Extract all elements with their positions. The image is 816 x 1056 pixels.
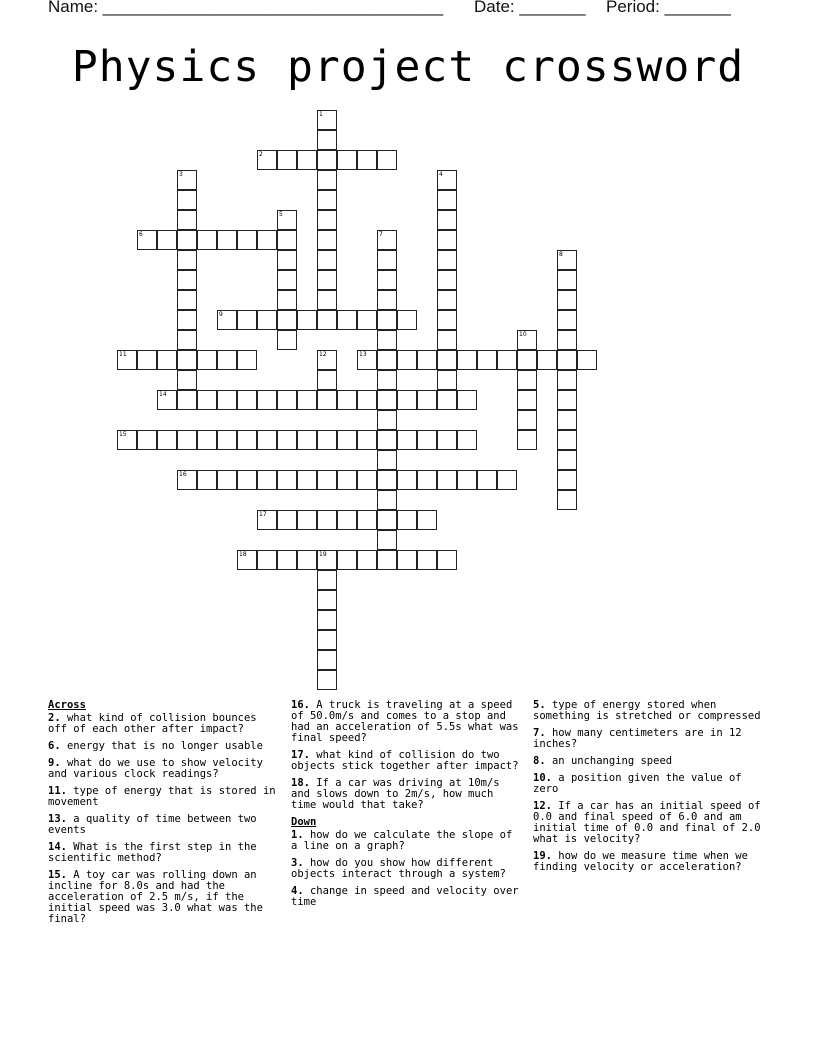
grid-cell[interactable] [337, 430, 357, 450]
grid-cell[interactable] [377, 470, 397, 490]
grid-cell[interactable] [317, 590, 337, 610]
grid-cell[interactable] [557, 490, 577, 510]
clue-across-14: 14. What is the first step in the scientific method? [48, 841, 257, 864]
grid-cell[interactable] [357, 470, 377, 490]
grid-cell[interactable] [557, 450, 577, 470]
grid-cell[interactable] [317, 610, 337, 630]
grid-cell[interactable] [437, 190, 457, 210]
grid-cell[interactable] [217, 390, 237, 410]
clue-number: 8 [559, 251, 563, 258]
grid-cell[interactable] [257, 230, 277, 250]
clue-number: 14 [159, 391, 167, 398]
grid-cell[interactable] [437, 290, 457, 310]
clue-number: 15 [119, 431, 127, 438]
grid-cell[interactable] [457, 390, 477, 410]
grid-cell[interactable] [117, 430, 137, 450]
grid-cell[interactable] [277, 390, 297, 410]
clue-across-18: 18. If a car was driving at 10m/s and slows down to 2m/s, how much time would that take? [291, 777, 500, 811]
clue-number: 12 [319, 351, 327, 358]
grid-cell[interactable] [177, 370, 197, 390]
grid-cell[interactable] [317, 650, 337, 670]
clue-number: 1 [319, 111, 323, 118]
grid-cell[interactable] [317, 510, 337, 530]
grid-cell[interactable] [317, 230, 337, 250]
grid-cell[interactable] [277, 310, 297, 330]
grid-cell[interactable] [237, 430, 257, 450]
grid-cell[interactable] [197, 230, 217, 250]
grid-cell[interactable] [217, 430, 237, 450]
clue-number: 18 [239, 551, 247, 558]
clue-number: 19 [319, 551, 327, 558]
grid-cell[interactable] [377, 330, 397, 350]
grid-cell[interactable] [317, 430, 337, 450]
grid-cell[interactable] [557, 470, 577, 490]
grid-cell[interactable] [517, 390, 537, 410]
grid-cell[interactable] [317, 110, 337, 130]
grid-cell[interactable] [377, 230, 397, 250]
grid-cell[interactable] [257, 510, 277, 530]
clue-number: 17 [259, 511, 267, 518]
grid-cell[interactable] [157, 430, 177, 450]
grid-cell[interactable] [557, 350, 577, 370]
grid-cell[interactable] [237, 350, 257, 370]
grid-cell[interactable] [237, 550, 257, 570]
grid-cell[interactable] [417, 430, 437, 450]
clue-down-4: 4. change in speed and velocity over time [291, 885, 519, 908]
grid-cell[interactable] [377, 350, 397, 370]
clue-down-5: 5. type of energy stored when something is stretched or compressed [533, 699, 761, 722]
grid-cell[interactable] [577, 350, 597, 370]
clue-across-11: 11. type of energy that is stored in movement [48, 785, 276, 808]
grid-cell[interactable] [257, 550, 277, 570]
grid-cell[interactable] [137, 430, 157, 450]
grid-cell[interactable] [557, 330, 577, 350]
grid-cell[interactable] [377, 450, 397, 470]
grid-cell[interactable] [377, 510, 397, 530]
grid-cell[interactable] [437, 550, 457, 570]
grid-cell[interactable] [317, 550, 337, 570]
grid-cell[interactable] [337, 470, 357, 490]
grid-cell[interactable] [197, 390, 217, 410]
grid-cell[interactable] [217, 470, 237, 490]
clue-number: 11 [119, 351, 127, 358]
grid-cell[interactable] [457, 350, 477, 370]
grid-cell[interactable] [557, 410, 577, 430]
clue-down-7: 7. how many centimeters are in 12 inches? [533, 727, 742, 750]
grid-cell[interactable] [197, 350, 217, 370]
grid-cell[interactable] [437, 390, 457, 410]
grid-cell[interactable] [337, 390, 357, 410]
clue-number: 9 [219, 311, 223, 318]
grid-cell[interactable] [317, 130, 337, 150]
grid-cell[interactable] [177, 390, 197, 410]
grid-cell[interactable] [437, 430, 457, 450]
grid-cell[interactable] [397, 510, 417, 530]
grid-cell[interactable] [317, 570, 337, 590]
grid-cell[interactable] [357, 510, 377, 530]
grid-cell[interactable] [397, 550, 417, 570]
clues-column-1 [48, 700, 280, 931]
grid-cell[interactable] [137, 230, 157, 250]
grid-cell[interactable] [377, 250, 397, 270]
grid-cell[interactable] [217, 350, 237, 370]
grid-cell[interactable] [157, 230, 177, 250]
grid-cell[interactable] [177, 170, 197, 190]
grid-cell[interactable] [517, 350, 537, 370]
grid-cell[interactable] [317, 370, 337, 390]
grid-cell[interactable] [257, 310, 277, 330]
grid-cell[interactable] [437, 230, 457, 250]
grid-cell[interactable] [437, 270, 457, 290]
grid-cell[interactable] [397, 310, 417, 330]
clue-number: 6 [139, 231, 143, 238]
grid-cell[interactable] [237, 390, 257, 410]
grid-cell[interactable] [257, 430, 277, 450]
grid-cell[interactable] [437, 470, 457, 490]
clues-column-3 [533, 700, 765, 879]
grid-cell[interactable] [457, 430, 477, 450]
clue-number: 7 [379, 231, 383, 238]
grid-cell[interactable] [517, 430, 537, 450]
grid-cell[interactable] [377, 270, 397, 290]
grid-cell[interactable] [377, 490, 397, 510]
clue-across-6: 6. energy that is no longer usable [48, 740, 263, 752]
clue-number: 13 [359, 351, 367, 358]
grid-cell[interactable] [317, 390, 337, 410]
grid-cell[interactable] [437, 350, 457, 370]
grid-cell[interactable] [477, 470, 497, 490]
grid-cell[interactable] [557, 290, 577, 310]
clue-across-16: 16. A truck is traveling at a speed of 50.0m/s and comes to a stop and had an acceleration of 5.5s what was final speed? [291, 699, 519, 744]
grid-cell[interactable] [337, 310, 357, 330]
grid-cell[interactable] [497, 350, 517, 370]
grid-cell[interactable] [437, 210, 457, 230]
grid-cell[interactable] [417, 390, 437, 410]
grid-cell[interactable] [317, 670, 337, 690]
grid-cell[interactable] [357, 150, 377, 170]
grid-cell[interactable] [397, 430, 417, 450]
grid-cell[interactable] [437, 330, 457, 350]
grid-cell[interactable] [257, 390, 277, 410]
grid-cell[interactable] [277, 470, 297, 490]
grid-cell[interactable] [397, 350, 417, 370]
grid-cell[interactable] [417, 550, 437, 570]
grid-cell[interactable] [457, 470, 477, 490]
grid-cell[interactable] [357, 350, 377, 370]
clue-number: 3 [179, 171, 183, 178]
clue-down-19: 19. how do we measure time when we finding velocity or acceleration? [533, 850, 748, 873]
grid-cell[interactable] [557, 430, 577, 450]
grid-cell[interactable] [317, 630, 337, 650]
grid-cell[interactable] [357, 310, 377, 330]
grid-cell[interactable] [557, 270, 577, 290]
grid-cell[interactable] [417, 470, 437, 490]
grid-cell[interactable] [277, 510, 297, 530]
period-label: Period: _______ [606, 0, 731, 16]
grid-cell[interactable] [377, 530, 397, 550]
grid-cell[interactable] [217, 310, 237, 330]
grid-cell[interactable] [317, 270, 337, 290]
grid-cell[interactable] [237, 470, 257, 490]
grid-cell[interactable] [297, 470, 317, 490]
grid-cell[interactable] [177, 190, 197, 210]
grid-cell[interactable] [217, 230, 237, 250]
grid-cell[interactable] [537, 350, 557, 370]
grid-cell[interactable] [297, 510, 317, 530]
grid-cell[interactable] [517, 330, 537, 350]
clue-down-12: 12. If a car has an initial speed of 0.0 and final speed of 6.0 and am initial time of 0.0 and final of 2.0 what is velocity? [533, 800, 761, 845]
grid-cell[interactable] [237, 310, 257, 330]
date-label: Date: _______ [474, 0, 586, 16]
grid-cell[interactable] [377, 410, 397, 430]
grid-cell[interactable] [437, 370, 457, 390]
grid-cell[interactable] [517, 410, 537, 430]
grid-cell[interactable] [297, 430, 317, 450]
down-heading: Down [291, 816, 317, 828]
grid-cell[interactable] [557, 390, 577, 410]
grid-cell[interactable] [517, 370, 537, 390]
clue-across-15: 15. A toy car was rolling down an incline for 8.0s and had the acceleration of 2.5 m/s, if the initial speed was 3.0 what was the final? [48, 869, 263, 925]
grid-cell[interactable] [277, 230, 297, 250]
grid-cell[interactable] [437, 310, 457, 330]
clue-number: 5 [279, 211, 283, 218]
page-title: Physics project crossword [71, 42, 745, 92]
grid-cell[interactable] [557, 310, 577, 330]
grid-cell[interactable] [377, 550, 397, 570]
grid-cell[interactable] [137, 350, 157, 370]
clue-down-1: 1. how do we calculate the slope of a line on a graph? [291, 829, 513, 852]
clue-number: 4 [439, 171, 443, 178]
grid-cell[interactable] [357, 430, 377, 450]
grid-cell[interactable] [417, 350, 437, 370]
clue-across-2: 2. what kind of collision bounces off of each other after impact? [48, 712, 257, 735]
clue-number: 10 [519, 331, 527, 338]
clue-down-8: 8. an unchanging speed [533, 755, 673, 767]
grid-cell[interactable] [257, 150, 277, 170]
grid-cell[interactable] [157, 350, 177, 370]
grid-cell[interactable] [277, 150, 297, 170]
across-heading: Across [48, 699, 86, 711]
grid-cell[interactable] [317, 310, 337, 330]
grid-cell[interactable] [297, 390, 317, 410]
grid-cell[interactable] [377, 150, 397, 170]
grid-cell[interactable] [257, 470, 277, 490]
grid-cell[interactable] [317, 150, 337, 170]
clue-down-3: 3. how do you show how different objects interact through a system? [291, 857, 506, 880]
clues-column-2 [291, 700, 523, 914]
grid-cell[interactable] [317, 170, 337, 190]
clue-down-10: 10. a position given the value of zero [533, 772, 742, 795]
grid-cell[interactable] [417, 510, 437, 530]
grid-cell[interactable] [357, 390, 377, 410]
grid-cell[interactable] [177, 310, 197, 330]
grid-cell[interactable] [237, 230, 257, 250]
grid-cell[interactable] [337, 150, 357, 170]
grid-cell[interactable] [557, 250, 577, 270]
grid-cell[interactable] [177, 350, 197, 370]
grid-cell[interactable] [377, 430, 397, 450]
grid-cell[interactable] [177, 430, 197, 450]
grid-cell[interactable] [377, 390, 397, 410]
grid-cell[interactable] [177, 270, 197, 290]
grid-cell[interactable] [317, 190, 337, 210]
grid-cell[interactable] [117, 350, 137, 370]
grid-cell[interactable] [197, 430, 217, 450]
grid-cell[interactable] [317, 250, 337, 270]
grid-cell[interactable] [337, 550, 357, 570]
grid-cell[interactable] [437, 250, 457, 270]
clue-across-9: 9. what do we use to show velocity and various clock readings? [48, 757, 263, 780]
clue-number: 16 [179, 471, 187, 478]
grid-cell[interactable] [497, 470, 517, 490]
grid-cell[interactable] [177, 210, 197, 230]
grid-cell[interactable] [377, 370, 397, 390]
grid-cell[interactable] [317, 350, 337, 370]
grid-cell[interactable] [317, 210, 337, 230]
grid-cell[interactable] [277, 550, 297, 570]
grid-cell[interactable] [317, 470, 337, 490]
grid-cell[interactable] [277, 290, 297, 310]
grid-cell[interactable] [277, 330, 297, 350]
grid-cell[interactable] [297, 150, 317, 170]
grid-cell[interactable] [277, 430, 297, 450]
grid-cell[interactable] [397, 470, 417, 490]
grid-cell[interactable] [177, 250, 197, 270]
grid-cell[interactable] [357, 550, 377, 570]
grid-cell[interactable] [157, 390, 177, 410]
grid-cell[interactable] [397, 390, 417, 410]
clue-number: 2 [259, 151, 263, 158]
grid-cell[interactable] [337, 510, 357, 530]
grid-cell[interactable] [437, 170, 457, 190]
grid-cell[interactable] [377, 310, 397, 330]
clue-across-13: 13. a quality of time between two events [48, 813, 257, 836]
grid-cell[interactable] [177, 470, 197, 490]
grid-cell[interactable] [177, 330, 197, 350]
grid-cell[interactable] [177, 230, 197, 250]
grid-cell[interactable] [317, 290, 337, 310]
grid-cell[interactable] [297, 310, 317, 330]
grid-cell[interactable] [277, 210, 297, 230]
grid-cell[interactable] [557, 370, 577, 390]
grid-cell[interactable] [477, 350, 497, 370]
clue-across-17: 17. what kind of collision do two objects stick together after impact? [291, 749, 519, 772]
grid-cell[interactable] [377, 290, 397, 310]
grid-cell[interactable] [177, 290, 197, 310]
name-label: Name: ____________________________________ [48, 0, 444, 16]
grid-cell[interactable] [277, 250, 297, 270]
grid-cell[interactable] [297, 550, 317, 570]
grid-cell[interactable] [277, 270, 297, 290]
grid-cell[interactable] [197, 470, 217, 490]
